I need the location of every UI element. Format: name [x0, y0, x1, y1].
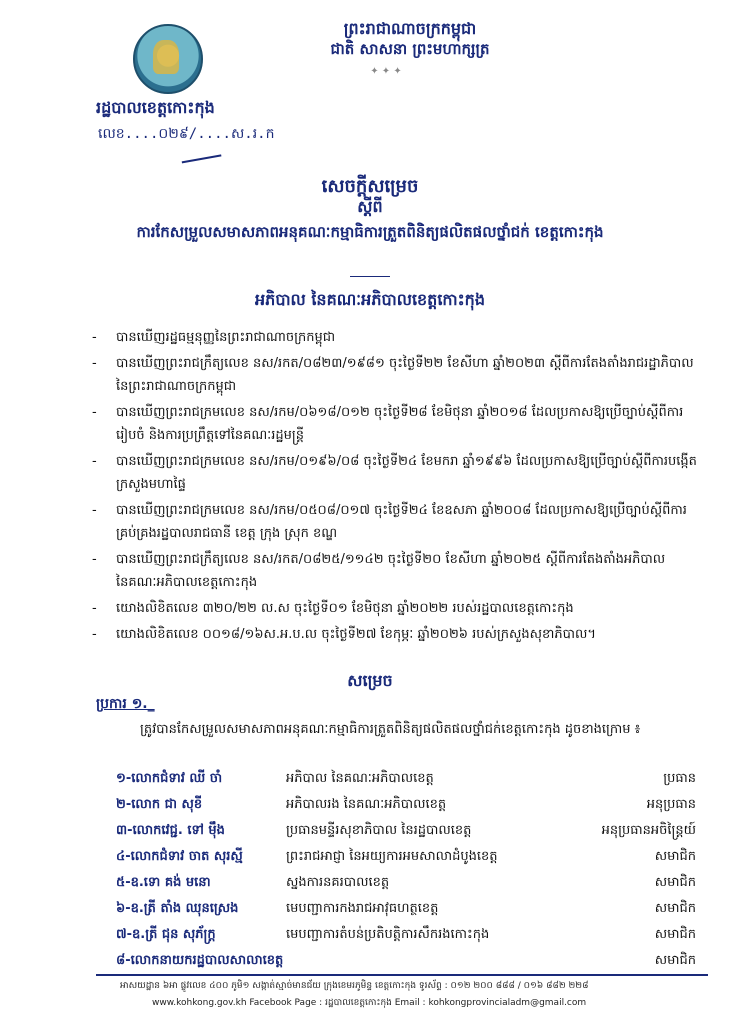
table-row [116, 792, 696, 818]
member-position: ប្រធានមន្ទីរសុខាភិបាល នៃរដ្ឋបាលខេត្ត [286, 822, 472, 838]
member-role: សមាជិក [654, 926, 696, 942]
ornament-divider: ✦ ✦ ✦ [370, 66, 402, 77]
document-type-title: សេចក្តីសម្រេច [321, 176, 419, 197]
table-row [116, 766, 696, 792]
member-role: សមាជិក [654, 900, 696, 916]
member-role: អនុប្រធាន [646, 796, 696, 812]
citation-item: - បានឃើញព្រះរាជក្រឹត្យលេខ នស/រកត/០៨២៣/១៩៨១ ចុះថ្ងៃទី២២ ខែសីហា ឆ្នាំ២០២៣ ស្តីពីការតែងតាំងរាជរដ្ឋាភិបាល នៃព្រះរាជាណាចក្រកម្ពុជា [112, 352, 702, 398]
member-name: ២-លោក ជា សុខី [116, 796, 203, 812]
decision-heading: សម្រេច [347, 671, 393, 690]
member-position: អភិបាលរង នៃគណៈអភិបាលខេត្ត [286, 796, 447, 812]
citation-item: - បានឃើញរដ្ឋធម្មនុញ្ញនៃព្រះរាជាណាចក្រកម្ពុជា [112, 326, 702, 349]
provincial-seal-logo [133, 24, 203, 94]
member-name: ៤-លោកជំទាវ ចាត សុរស្មី [116, 848, 243, 864]
table-row [116, 896, 696, 922]
member-role: អនុប្រធានអចិន្ត្រៃយ៍ [601, 822, 696, 838]
member-role: សមាជិក [654, 848, 696, 864]
reference-number: លេខ....០២៩/....ស.រ.ក [98, 126, 275, 142]
citation-item: - យោងលិខិតលេខ ០០១៨/១៦ស.អ.ប.ល ចុះថ្ងៃទី២៧ ខែកុម្ភៈ ឆ្នាំ២០២៦ របស់ក្រសួងសុខាភិបាល។ [112, 623, 702, 646]
member-name: ៣-លោកវេជ្ជ. ទៅ ម៉ឹង [116, 822, 225, 838]
table-row [116, 922, 696, 948]
footer-divider [96, 974, 708, 976]
table-row [116, 948, 696, 974]
citation-item: - បានឃើញព្រះរាជក្រមលេខ នស/រកម/០៦១៨/០១២ ចុះថ្ងៃទី២៨ ខែមិថុនា ឆ្នាំ២០១៨ ដែលប្រកាសឱ្យប្រើច្បាប់ស្តីពីការរៀបចំ និងការប្រព្រឹត្តទៅនៃគណៈរដ្ឋមន្ត្រី [112, 401, 702, 447]
table-row [116, 870, 696, 896]
member-name: ៨-លោកនាយករដ្ឋបាលសាលាខេត្ត [116, 952, 284, 968]
kingdom-heading: ព្រះរាជាណាចក្រកម្ពុជា [343, 19, 477, 38]
citation-item: - បានឃើញព្រះរាជក្រមលេខ នស/រកម/០៥០៨/០១៧ ចុះថ្ងៃទី២៤ ខែឧសភា ឆ្នាំ២០០៨ ដែលប្រកាសឱ្យប្រើច្បាប់ស្តីពីការគ្រប់គ្រងរដ្ឋបាលរាជធានី ខេត្ត ក្រុង ស្រុក ខណ្ឌ [112, 499, 702, 545]
nation-religion-king-heading: ជាតិ សាសនា ព្រះមហាក្សត្រ [330, 40, 490, 58]
citations-list [112, 326, 702, 649]
member-role: ប្រធាន [663, 770, 696, 786]
article-body: ត្រូវបានកែសម្រួលសមាសភាពអនុគណៈកម្មាធិការត្រួតពិនិត្យផលិតផលថ្នាំជក់ខេត្តកោះកុង ដូចខាងក្រោម ៖ [140, 722, 641, 737]
article-label: ប្រការ ១._ [96, 696, 155, 712]
footer-contact: www.kohkong.gov.kh Facebook Page : រដ្ឋបាលខេត្តកោះកុង Email : kohkongprovincialadm@gmail.com [152, 998, 587, 1008]
member-position: មេបញ្ជាការកងរាជអាវុធហត្ថខេត្ត [286, 900, 439, 916]
title-divider [350, 276, 390, 277]
issuer-name: រដ្ឋបាលខេត្តកោះកុង [96, 98, 215, 117]
member-position [286, 948, 571, 974]
issuing-authority: អភិបាល នៃគណៈអភិបាលខេត្តកោះកុង [255, 290, 485, 309]
member-position: អភិបាល នៃគណៈអភិបាលខេត្ត [286, 770, 434, 786]
citation-item: - យោងលិខិតលេខ ៣២០/២២ ល.ស ចុះថ្ងៃទី០១ ខែមិថុនា ឆ្នាំ២០២២ របស់រដ្ឋបាលខេត្តកោះកុង [112, 597, 702, 620]
table-row [116, 818, 696, 844]
member-position: ស្នងការនគរបាលខេត្ត [286, 874, 390, 890]
footer-address: អាសយដ្ឋាន ៦អា ផ្លូវលេខ ៤០០ ភូមិ១ សង្កាត់ស្មាច់មានជ័យ ក្រុងខេមរភូមិន្ទ ខេត្តកោះកុង ទូរស័ព្ទ : ០១២ ២០០ ៨៨៨ / ០១៦ ៨៨២ ២២៨ [120, 981, 589, 991]
about-label: ស្តីពី [357, 197, 383, 216]
document-subject: ការកែសម្រួលសមាសភាពអនុគណៈកម្មាធិការត្រួតពិនិត្យផលិតផលថ្នាំជក់ ខេត្តកោះកុង [136, 223, 604, 241]
members-table [116, 766, 696, 974]
member-name: ៦-ឧ.ត្រី តាំង ឈុនស្រេង [116, 900, 239, 916]
citation-item: - បានឃើញព្រះរាជក្រមលេខ នស/រកម/០១៩៦/០៨ ចុះថ្ងៃទី២៤ ខែមករា ឆ្នាំ១៩៩៦ ដែលប្រកាសឱ្យប្រើច្បាប់ស្តីពីការបង្កើតក្រសួងមហាផ្ទៃ [112, 450, 702, 496]
member-position: ព្រះរាជអាជ្ញា នៃអយ្យការអមសាលាដំបូងខេត្ត [286, 848, 498, 864]
member-name: ៧-ឧ.ត្រី ជុន សុភ័ក្ត្រ [116, 926, 216, 942]
member-position: មេបញ្ជាការតំបន់ប្រតិបត្តិការសឹករងកោះកុង [286, 926, 490, 942]
member-role: សមាជិក [654, 952, 696, 968]
member-name: ៥-ឧ.ទោ គង់ មនោ [116, 874, 211, 890]
member-name: ១-លោកជំទាវ ឈី ចាំ [116, 770, 223, 786]
citation-item: - បានឃើញព្រះរាជក្រឹត្យលេខ នស/រកត/០៨២៥/១១៤២ ចុះថ្ងៃទី២០ ខែសីហា ឆ្នាំ២០២៥ ស្តីពីការតែងតាំងអភិបាលនៃគណៈអភិបាលខេត្តកោះកុង [112, 548, 702, 594]
member-role: សមាជិក [654, 874, 696, 890]
table-row [116, 844, 696, 870]
